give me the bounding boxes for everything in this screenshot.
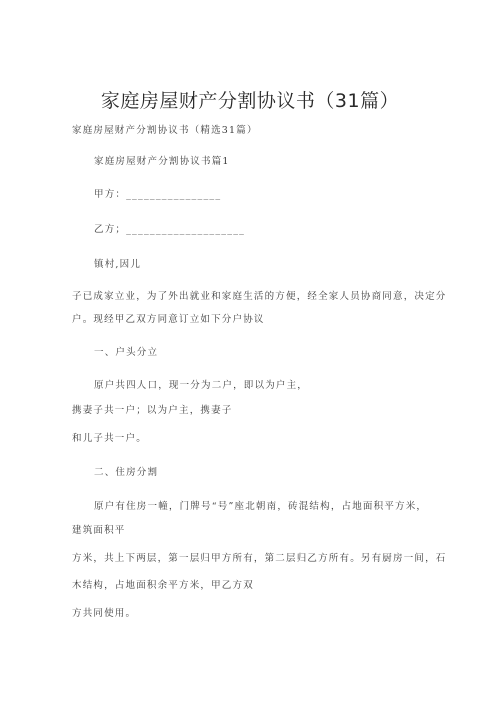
- clause-2-line-5: 方共同使用。: [72, 608, 137, 619]
- clause-heading-1: 一、户头分立: [94, 347, 159, 358]
- section-heading: 家庭房屋财产分割协议书篇1: [94, 156, 230, 167]
- village-line: 镇村,因儿: [94, 259, 142, 270]
- intro-paragraph-line-1: 子已成家立业，为了外出就业和家庭生活的方便，经全家人员协商同意，决定分: [72, 291, 447, 302]
- document-subtitle: 家庭房屋财产分割协议书（精选31篇）: [72, 125, 258, 136]
- clause-2-line-4: 木结构，占地面积余平方米，甲乙方双: [72, 580, 254, 591]
- clause-2-line-1: 原户有住房一幢，门牌号“号”座北朝南，砖混结构，占地面积平方米，: [94, 501, 428, 512]
- party-b-field: 乙方；____________________: [94, 224, 246, 235]
- party-a-field: 甲方：________________: [94, 189, 222, 200]
- document-title: 家庭房屋财产分割协议书（31篇）: [100, 90, 400, 112]
- clause-2-line-3: 方米，共上下两层，第一层归甲方所有，第二层归乙方所有。另有厨房一间，石: [72, 553, 447, 564]
- clause-heading-2: 二、住房分割: [94, 467, 159, 478]
- clause-2-line-2: 建筑面积平: [72, 525, 126, 536]
- clause-1-line-1: 原户共四人口，现一分为二户，即以为户主，: [94, 380, 309, 391]
- intro-paragraph-line-2: 户。现经甲乙双方同意订立如下分户协议: [72, 314, 265, 325]
- clause-1-line-2: 携妻子共一户；以为户主，携妻子: [72, 405, 233, 416]
- clause-1-line-3: 和儿子共一户。: [72, 433, 147, 444]
